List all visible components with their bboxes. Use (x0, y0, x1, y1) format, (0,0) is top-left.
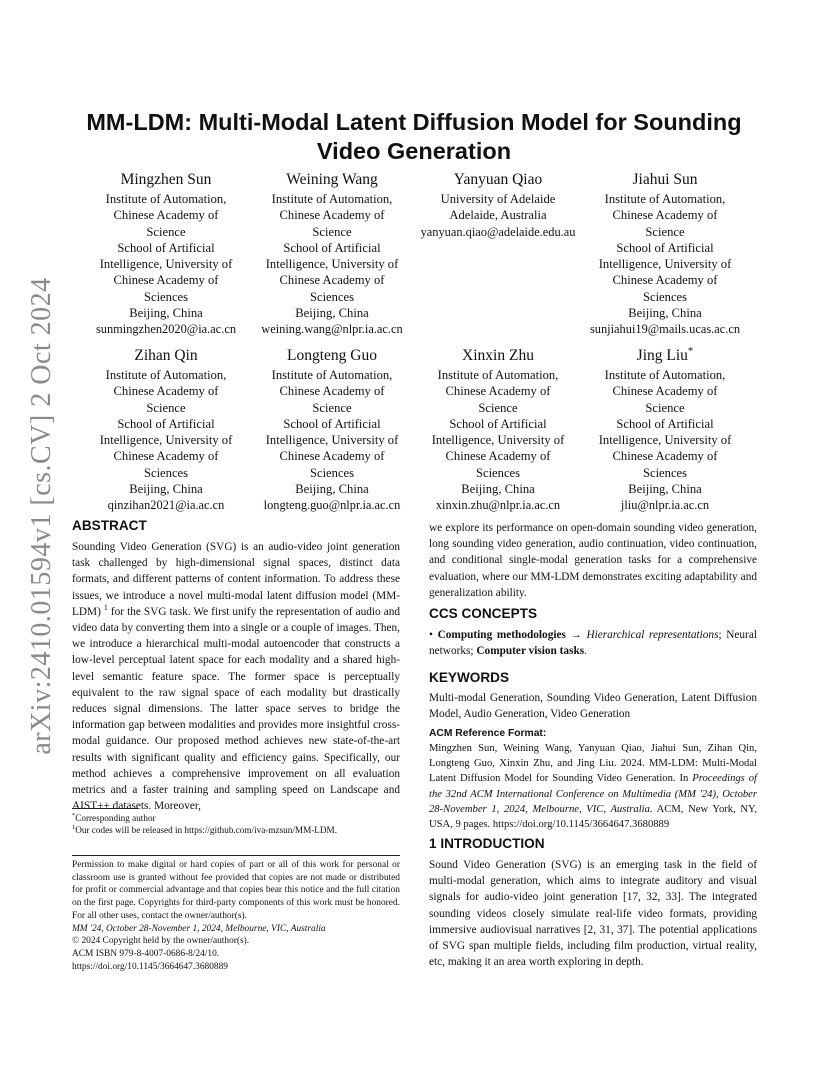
author-affiliation-line: Beijing, China (129, 306, 203, 321)
author-affiliation-line: Chinese Academy of (113, 208, 219, 223)
author-email: qinzihan2021@ia.ac.cn (107, 498, 225, 513)
author-affiliation-line: Science (312, 224, 352, 239)
author-6 (248, 346, 416, 514)
keywords-heading: KEYWORDS (429, 670, 510, 685)
intro-text: Sound Video Generation (SVG) is an emerging task in the field of multi-modal generation, which aims to integrate auditory and visual signals for audio-video joint generation [17, 32, 33]. The integrated sounding videos closely simulate real-life video formats, providing immersive audiovisual narratives [2, 31, 37]. The potential applications of SVG span multiple fields, including film production, virtual reality, etc, making it an area worth exploring in depth. (429, 859, 757, 969)
ccs-heading: CCS CONCEPTS (429, 606, 538, 621)
author-affiliation-line: Sciences (309, 465, 355, 480)
author-email: xinxin.zhu@nlpr.ia.ac.cn (435, 498, 561, 513)
author-affiliation-line: Chinese Academy of (445, 449, 551, 464)
author-name: Jing Liu* (636, 344, 694, 364)
author-affiliation-line: Science (645, 400, 685, 415)
author-affiliation-line: Chinese Academy of (612, 273, 718, 288)
author-1 (82, 170, 250, 338)
author-affiliation-line: Sciences (475, 465, 521, 480)
author-affiliation-line: School of Artificial (117, 240, 215, 255)
author-affiliation-line: Beijing, China (295, 482, 369, 497)
author-affiliation-line: Institute of Automation, (437, 368, 559, 382)
acm-ref-text: Mingzhen Sun, Weining Wang, Yanyuan Qiao, Jiahui Sun, Zihan Qin, Longteng Guo, Xinxin Zhu, and Jing Liu. 2024. MM-LDM: Multi-Modal Latent Diffusion Model for Sounding Video Generation. In Proceedings of the 32nd ACM International Conference on Multimedia (MM '24), October 28-November 1, 2024, Melbourne, VIC, Australia. ACM, New York, NY, USA, 9 pages. https://doi.org/10.1145/3664647.3680889 (429, 743, 757, 831)
author-affiliation-line: Intelligence, University of (99, 257, 233, 272)
author-affiliation-line: Science (146, 224, 186, 239)
author-affiliation-line: School of Artificial (449, 416, 547, 431)
author-name: Jiahui Sun (632, 171, 698, 188)
author-affiliation-line: Chinese Academy of (113, 273, 219, 288)
abstract-continued: we explore its performance on open-domain sounding video generation, long sounding video generation, audio continuation, video continuation, and conditional single-modal generation tasks for a comprehensive evaluation, where our MM-LDM demonstrates exciting adaptability and generalization ability. (429, 522, 757, 599)
intro-heading: 1 INTRODUCTION (429, 836, 545, 851)
author-name: Weining Wang (286, 171, 378, 188)
author-affiliation-line: Chinese Academy of (612, 449, 718, 464)
author-affiliation-line: Chinese Academy of (445, 384, 551, 399)
author-affiliation-line: Chinese Academy of (279, 449, 385, 464)
author-affiliation-line: University of Adelaide (440, 192, 556, 206)
ccs-text: • Computing methodologies → Hierarchical representations; Neural networks; Computer vision tasks. (429, 629, 757, 658)
author-affiliation-line: Beijing, China (295, 306, 369, 321)
author-affiliation-line: Chinese Academy of (113, 449, 219, 464)
author-affiliation-line: Sciences (143, 465, 189, 480)
author-affiliation-line: Institute of Automation, (105, 368, 227, 382)
author-affiliation-line: Institute of Automation, (105, 192, 227, 206)
permission-rule (72, 855, 400, 856)
author-email: sunmingzhen2020@ia.ac.cn (95, 322, 237, 337)
arxiv-identifier: arXiv:2410.01594v1 [cs.CV] 2 Oct 2024 (26, 277, 57, 755)
author-affiliation-line: School of Artificial (616, 240, 714, 255)
author-4 (581, 170, 749, 338)
arxiv-sidebar-stamp (22, 277, 62, 755)
author-affiliation-line: Science (478, 400, 518, 415)
author-affiliation-line: Chinese Academy of (279, 384, 385, 399)
author-affiliation-line: School of Artificial (117, 416, 215, 431)
footnote-rule (72, 808, 138, 809)
author-affiliation-line: Sciences (309, 289, 355, 304)
author-affiliation-line: Beijing, China (628, 306, 702, 321)
author-affiliation-line: Beijing, China (628, 482, 702, 497)
author-affiliation-line: Beijing, China (461, 482, 535, 497)
author-affiliation-line: Institute of Automation, (271, 368, 393, 382)
author-5 (82, 346, 250, 514)
keywords-text: Multi-modal Generation, Sounding Video Generation, Latent Diffusion Model, Audio Generation, Video Generation (429, 692, 757, 721)
author-affiliation-line: Intelligence, University of (99, 433, 233, 448)
author-affiliation-line: Chinese Academy of (612, 208, 718, 223)
author-affiliation-line: Intelligence, University of (431, 433, 565, 448)
author-affiliation-line: Adelaide, Australia (449, 208, 547, 223)
permission-block (72, 859, 400, 973)
author-affiliation-line: Chinese Academy of (279, 208, 385, 223)
author-name: Longteng Guo (287, 347, 377, 364)
author-email: jliu@nlpr.ia.ac.cn (620, 498, 710, 513)
author-name: Mingzhen Sun (120, 171, 212, 188)
abstract-heading: ABSTRACT (72, 518, 147, 533)
permission-text: Permission to make digital or hard copies of part or all of this work for personal or classroom use is granted without fee provided that copies are not made or distributed for profit or commercial advantage and that copies bear this notice and the full citation on the first page. Copyrights for third-party components of this work must be honored. For all other uses, contact the owner/author(s). (72, 860, 400, 921)
author-affiliation-line: Science (645, 224, 685, 239)
author-affiliation-line: School of Artificial (283, 416, 381, 431)
author-affiliation-line: Intelligence, University of (265, 257, 399, 272)
author-email: weining.wang@nlpr.ia.ac.cn (261, 322, 403, 337)
author-affiliation-line: Intelligence, University of (265, 433, 399, 448)
abstract-text: Sounding Video Generation (SVG) is an audio-video joint generation task challenged by high-dimensional signal spaces, distinct data formats, and different patterns of content information. To address these issues, we introduce a novel multi-modal latent diffusion model (MM-LDM) $^1$ for the SVG task. We first unify the representation of audio and video data by converting them into a single or a couple of images. Then, we introduce a hierarchical multi-modal autoencoder that constructs a low-level perceptual latent space for each modality and a shared high-level semantic feature space. The former space is perceptually equivalent to the raw signal space of each modality but drastically reduces signal dimensions. The latter space serves to bridge the information gap between modalities and provides more insightful cross-modal guidance. Our proposed method achieves new state-of-the-art results with significant quality and efficiency gains. Specifically, our method achieves a comprehensive improvement on all evaluation metrics and a faster training and sampling speed on Landscape and AIST++ datasets. Moreover, (72, 541, 400, 813)
author-affiliation-line: Sciences (143, 289, 189, 304)
author-affiliation-line: Chinese Academy of (113, 384, 219, 399)
author-email: longteng.guo@nlpr.ia.ac.cn (263, 498, 401, 513)
author-name: Zihan Qin (134, 347, 198, 364)
author-affiliation-line: Science (312, 400, 352, 415)
author-3 (414, 170, 582, 240)
author-affiliation-line: Institute of Automation, (271, 192, 393, 206)
footnote-code: $^1$Our codes will be released in https://github.com/iva-mzsun/MM-LDM. (72, 823, 338, 835)
doi-line: https://doi.org/10.1145/3664647.3680889 (72, 961, 228, 972)
isbn-line: ACM ISBN 979-8-4007-0686-8/24/10. (72, 948, 220, 959)
author-affiliation-line: Sciences (642, 465, 688, 480)
venue-line: MM '24, October 28-November 1, 2024, Melbourne, VIC, Australia (72, 923, 326, 934)
acm-ref-heading: ACM Reference Format: (429, 728, 547, 739)
author-affiliation-line: Chinese Academy of (612, 384, 718, 399)
author-name: Xinxin Zhu (462, 347, 534, 364)
footnote-corresponding: *Corresponding author (72, 811, 156, 823)
author-affiliation-line: School of Artificial (283, 240, 381, 255)
author-2 (248, 170, 416, 338)
copyright-line: © 2024 Copyright held by the owner/author(s). (72, 936, 250, 947)
author-affiliation-line: Science (146, 400, 186, 415)
paper-title: MM-LDM: Multi-Modal Latent Diffusion Model for Sounding Video Generation (86, 109, 742, 164)
author-email: yanyuan.qiao@adelaide.edu.au (420, 224, 576, 239)
author-affiliation-line: Chinese Academy of (279, 273, 385, 288)
author-affiliation-line: Institute of Automation, (604, 368, 726, 382)
author-7 (414, 346, 582, 514)
author-affiliation-line: Intelligence, University of (598, 433, 732, 448)
author-affiliation-line: School of Artificial (616, 416, 714, 431)
author-affiliation-line: Sciences (642, 289, 688, 304)
author-affiliation-line: Beijing, China (129, 482, 203, 497)
author-8 (581, 346, 749, 514)
author-affiliation-line: Intelligence, University of (598, 257, 732, 272)
author-email: sunjiahui19@mails.ucas.ac.cn (589, 322, 741, 337)
author-affiliation-line: Institute of Automation, (604, 192, 726, 206)
author-name: Yanyuan Qiao (453, 171, 543, 188)
